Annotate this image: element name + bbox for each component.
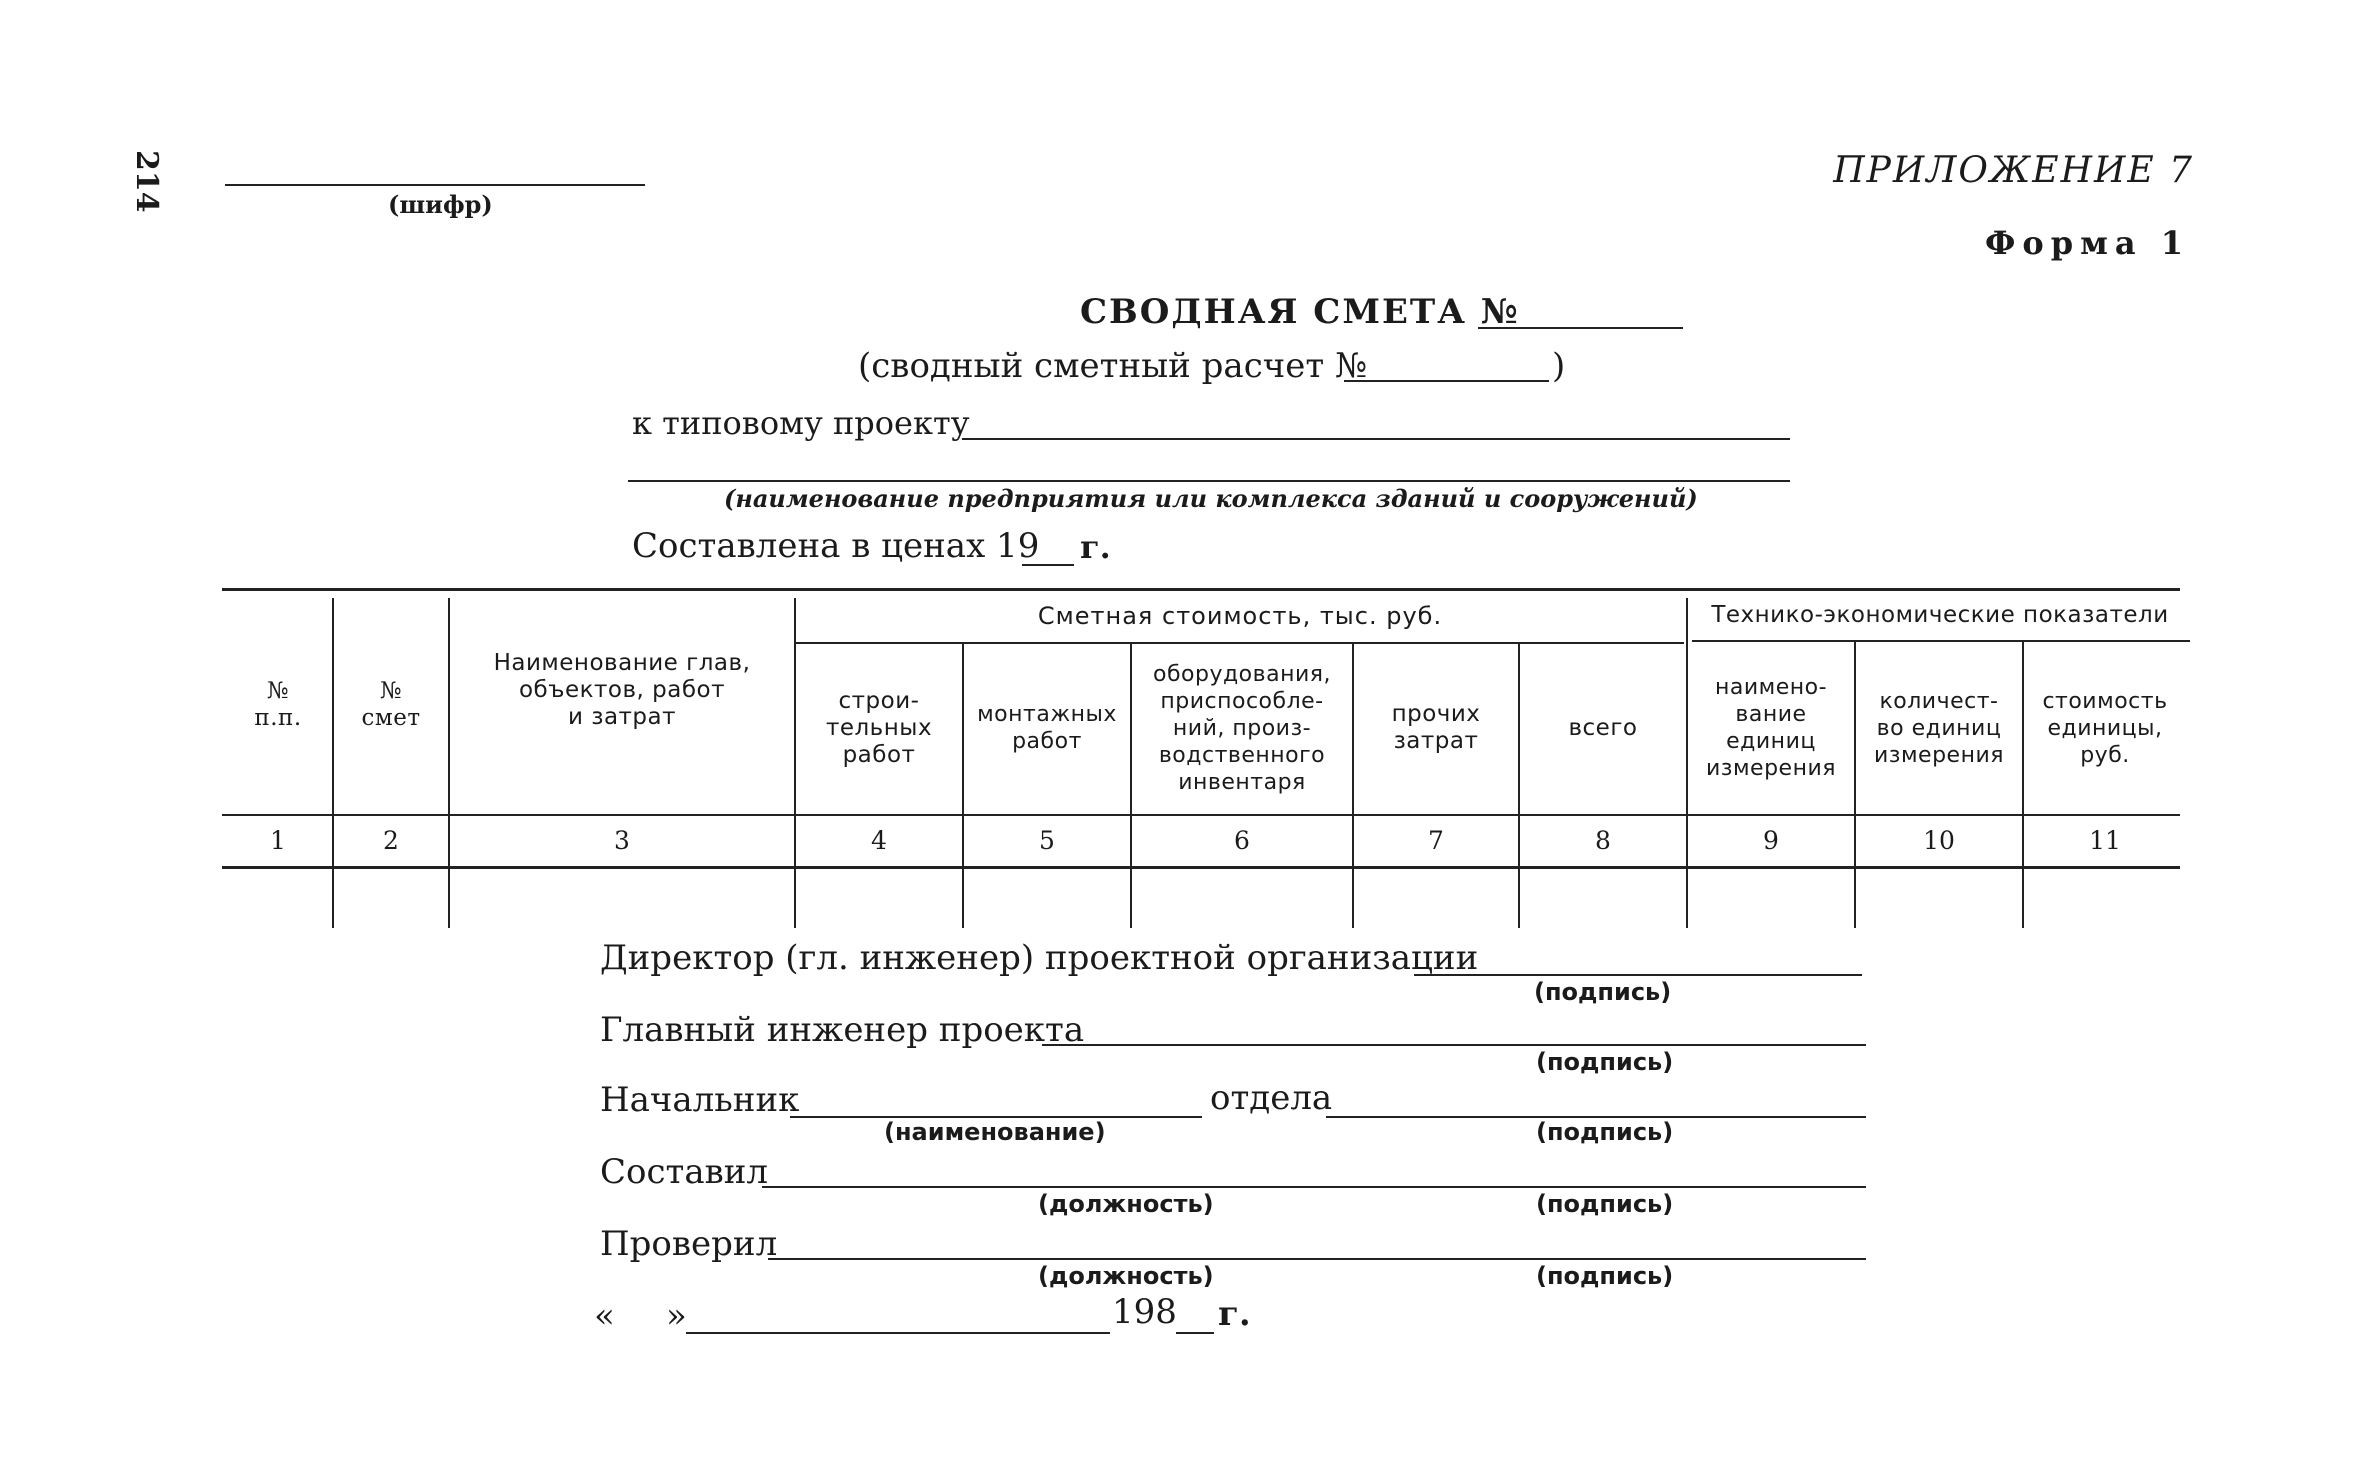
compiled-label: Составил (600, 1152, 769, 1192)
director-label: Директор (гл. инженер) проектной организации (600, 938, 1479, 978)
head-label: Начальник (600, 1080, 800, 1120)
column-number: 5 (1039, 825, 1055, 855)
column-number: 2 (383, 825, 399, 855)
subtitle-open: (сводный сметный расчет № (858, 346, 1368, 386)
prices-year-line (1022, 564, 1074, 566)
column-number: 6 (1234, 825, 1250, 855)
form-label: Форма 1 (1984, 224, 2190, 262)
page-title: СВОДНАЯ СМЕТА № (1080, 292, 1520, 332)
checked-label: Проверил (600, 1224, 778, 1264)
col-header-construction: строи- тельных работ (825, 687, 933, 768)
numbers-bottom-border (222, 866, 2180, 869)
compiled-signature-caption: (подпись) (1536, 1190, 1674, 1218)
date-quote-close: » (666, 1296, 687, 1336)
checked-line (768, 1258, 1866, 1260)
estimate-number-line (1478, 327, 1683, 329)
col-header-unit-count: количест- во единиц измерения (1873, 688, 2005, 768)
tech-group-header: Технико-экономические показатели (1711, 602, 2169, 628)
column-number: 8 (1595, 825, 1611, 855)
col-header-equipment: оборудования, приспособле- ний, произ- водственного инвентаря (1153, 661, 1331, 795)
body-col-divider (794, 872, 796, 926)
table-top-border (222, 588, 2180, 591)
date-quote-open: « (594, 1296, 615, 1336)
chief-engineer-label: Главный инженер проекта (600, 1010, 1085, 1050)
calc-number-line (1344, 380, 1549, 382)
date-line (686, 1332, 1110, 1334)
project-label: к типовому проекту (632, 404, 970, 442)
column-number: 3 (614, 825, 630, 855)
column-number: 11 (2089, 825, 2121, 855)
compiled-position-caption: (должность) (1038, 1190, 1214, 1218)
column-number: 9 (1763, 825, 1779, 855)
date-year: 198 (1112, 1292, 1177, 1332)
body-col-divider (1686, 872, 1688, 926)
body-col-divider (1854, 872, 1856, 926)
col-header-installation: монтажных работ (977, 702, 1117, 754)
col-header-total: всего (1568, 714, 1638, 741)
col-header-other: прочих затрат (1391, 701, 1481, 754)
prices-suffix: г. (1080, 528, 1111, 566)
date-suffix: г. (1218, 1294, 1251, 1334)
body-col-divider (962, 872, 964, 926)
col-header-unit-name: наимено- вание единиц измерения (1705, 675, 1837, 781)
director-signature-caption: (подпись) (1534, 978, 1672, 1006)
cipher-caption: (шифр) (388, 190, 493, 219)
column-number: 4 (871, 825, 887, 855)
column-number: 7 (1428, 825, 1444, 855)
director-signature-line (1414, 974, 1862, 976)
date-year-line (1176, 1332, 1214, 1334)
col-header-estimate-number: № смет (361, 678, 421, 731)
enterprise-line (628, 480, 1790, 482)
col-header-unit-cost: стоимость единицы, руб. (2042, 688, 2168, 768)
cipher-line (225, 184, 645, 186)
checked-signature-caption: (подпись) (1536, 1262, 1674, 1290)
tech-group-divider (1692, 640, 2190, 642)
body-col-divider (1352, 872, 1354, 926)
col-header-name: Наименование глав, объектов, работ и затрат (493, 649, 751, 730)
col-header-row-number: № п.п. (254, 678, 302, 731)
department-name-caption: (наименование) (884, 1118, 1106, 1146)
head-signature-caption: (подпись) (1536, 1118, 1674, 1146)
body-col-divider (1130, 872, 1132, 926)
subtitle-close: ) (1552, 346, 1566, 386)
department-label: отдела (1210, 1078, 1333, 1118)
body-col-divider (332, 872, 334, 926)
prices-label: Составлена в ценах 19 (632, 526, 1040, 566)
body-col-divider (2022, 872, 2024, 926)
cost-group-header: Сметная стоимость, тыс. руб. (1037, 602, 1443, 630)
compiled-line (762, 1186, 1866, 1188)
chief-engineer-signature-caption: (подпись) (1536, 1048, 1674, 1076)
project-line (962, 438, 1790, 440)
body-col-divider (448, 872, 450, 926)
checked-position-caption: (должность) (1038, 1262, 1214, 1290)
page-number: 214 (129, 150, 164, 213)
chief-engineer-line (1042, 1044, 1866, 1046)
body-col-divider (1518, 872, 1520, 926)
column-number: 1 (270, 825, 286, 855)
column-number: 10 (1923, 825, 1955, 855)
enterprise-caption: (наименование предприятия или комплекса зданий и сооружений) (724, 484, 1698, 513)
appendix-label: ПРИЛОЖЕНИЕ 7 (1833, 150, 2194, 191)
